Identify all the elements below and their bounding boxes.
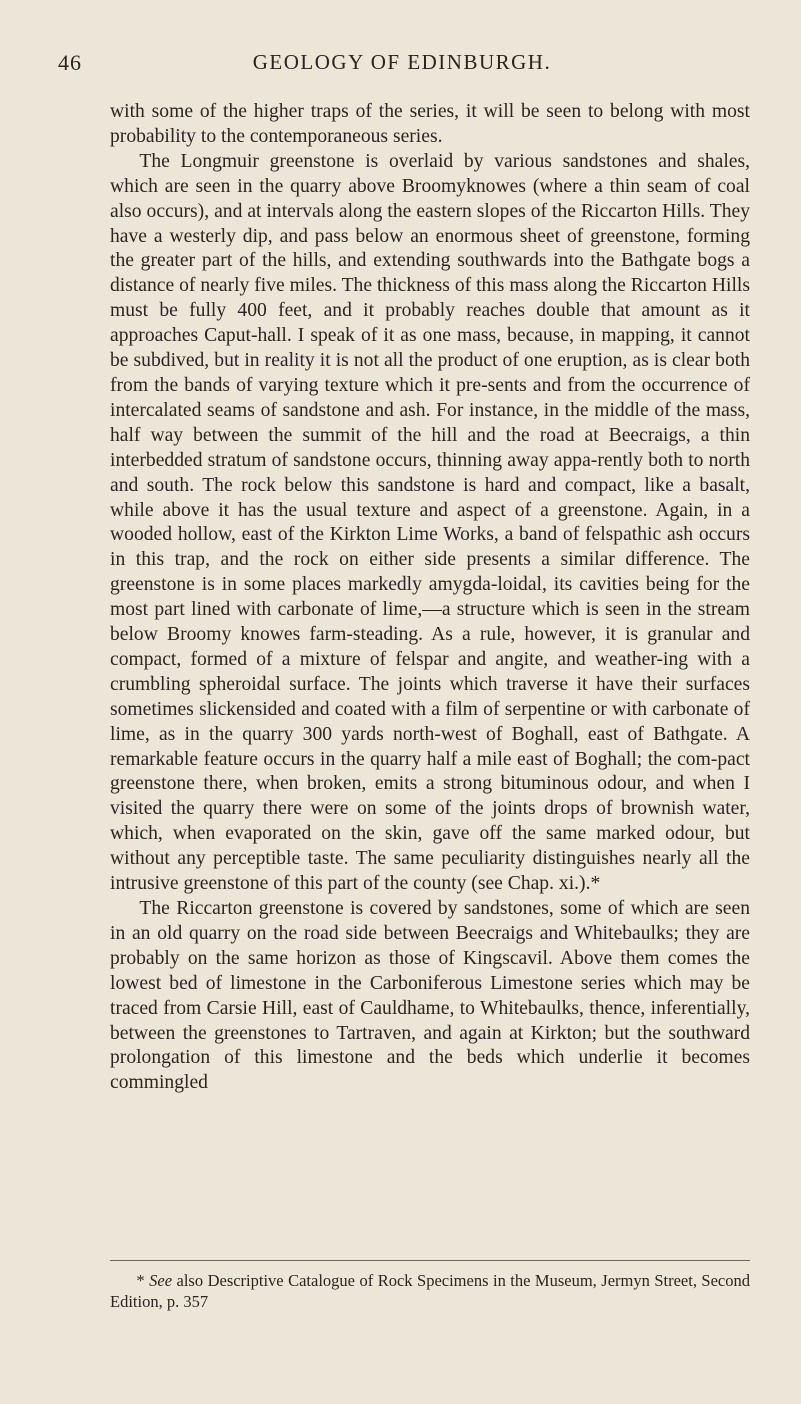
footnote-marker: * — [136, 1271, 145, 1290]
running-head: GEOLOGY OF EDINBURGH. — [252, 50, 552, 74]
footnote-rule — [110, 1260, 750, 1261]
body-text — [110, 100, 750, 1096]
footnote-see: See — [149, 1271, 173, 1290]
footnote — [110, 1270, 750, 1312]
page-number: 46 — [58, 50, 82, 75]
paragraph: The Longmuir greenstone is overlaid by various sandstones and shales, which are seen in the quarry above Broomyknowes (where a thin seam of coal also occurs), and at intervals along the eastern slopes of the Riccarton Hills. They have a westerly dip, and pass below an enormous sheet of greenstone, forming the greater part of the hills, and extending southwards into the Bathgate bogs a distance of nearly five miles. The thickness of this mass along the Riccarton Hills must be fully 400 feet, and it probably reaches double that amount as it approaches Caput-hall. I speak of it as one mass, because, in mapping, it cannot be subdived, but in reality it is not all the product of one eruption, as is clear both from the bands of varying texture which it pre-sents and from the occurrence of intercalated seams of sandstone and ash. For instance, in the middle of the mass, half way between the summit of the hill and the road at Beecraigs, a thin interbedded stratum of sandstone occurs, thinning away appa-rently both to north and south. The rock below this sandstone is hard and compact, like a basalt, while above it has the usual texture and aspect of a greenstone. Again, in a wooded hollow, east of the Kirkton Lime Works, a band of felspathic ash occurs in this trap, and the rock on either side presents a similar difference. The greenstone is in some places markedly amygda-loidal, its cavities being for the most part lined with carbonate of lime,—a structure which is seen in the stream below Broomy knowes farm-steading. As a rule, however, it is granular and compact, formed of a mixture of felspar and angite, and weather-ing with a crumbling spheroidal surface. The joints which traverse it have their surfaces sometimes slickensided and coated with a film of serpentine or with carbonate of lime, as in the quarry 300 yards north-west of Boghall, east of Bathgate. A remarkable feature occurs in the quarry half a mile east of Boghall; the com-pact greenstone there, when broken, emits a strong bituminous odour, and when I visited the quarry there were on some of the joints drops of brownish water, which, when evaporated on the skin, gave off the same marked odour, but without any perceptible taste. The same peculiarity distinguishes nearly all the intrusive greenstone of this part of the county (see Chap. xi.).* — [110, 150, 750, 895]
paragraph: with some of the higher traps of the series, it will be seen to belong with most probability to the contemporaneous series. — [110, 101, 750, 147]
paragraph: The Riccarton greenstone is covered by sandstones, some of which are seen in an old quarry on the road side between Beecraigs and Whitebaulks; they are probably on the same horizon as those of Kingscavil. Above them comes the lowest bed of limestone in the Carboniferous Limestone series which may be traced from Carsie Hill, east of Cauldhame, to Whitebaulks, thence, inferentially, between the greenstones to Tartraven, and again at Kirkton; but the southward prolongation of this limestone and the beds which underlie it becomes commingled — [110, 898, 750, 1094]
footnote-text: also Descriptive Catalogue of Rock Specimens in the Museum, Jermyn Street, Second Edition, p. 357 — [110, 1271, 751, 1311]
page-header — [58, 50, 746, 84]
